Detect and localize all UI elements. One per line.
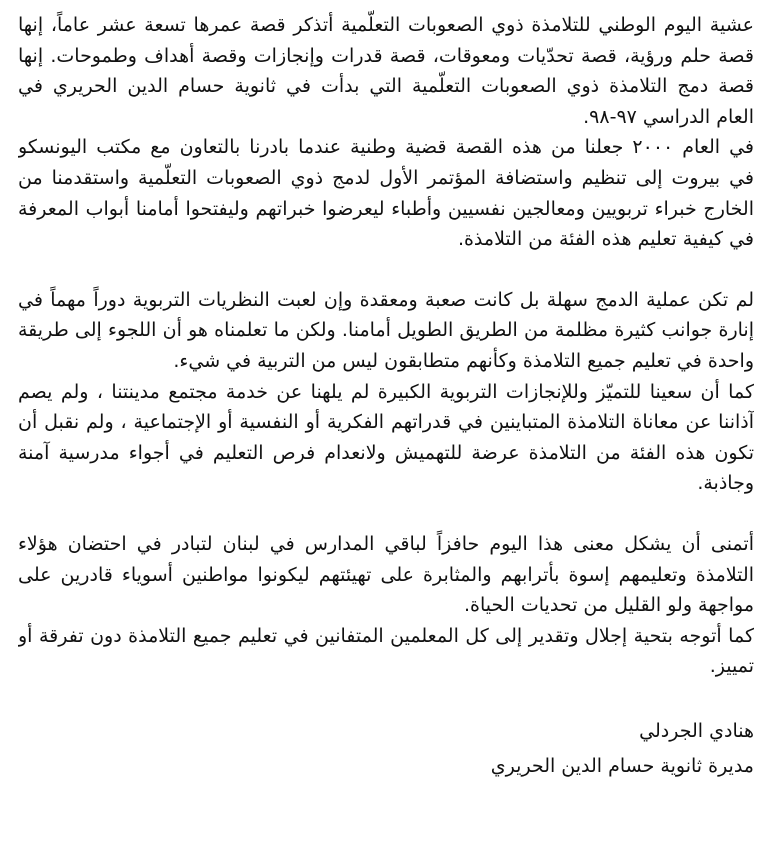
paragraph-1-line-2: قصة حلم ورؤية، قصة تحدّيات ومعوقات، قصة قدرات وإنجازات وقصة أهداف وطموحات. إنها <box>18 44 754 67</box>
paragraph-2-line-3: الخارج خبراء تربويين ومعالجين نفسيين وأطباء ليعرضوا خبراتهم وليفتحوا أمامنا أبواب المعرفة <box>18 197 754 220</box>
paragraph-4-line-5: تمييز. <box>709 655 754 678</box>
signature-name: هنادي الجردلي <box>639 719 754 742</box>
paragraph-3-line-6: تكون هذه الفئة من التلامذة عرضة للتهميش ولانعدام فرص التعليم في أجواء مدرسية آمنة <box>18 441 754 464</box>
paragraph-spacer <box>18 499 754 529</box>
paragraph-1-line-1: عشية اليوم الوطني للتلامذة ذوي الصعوبات التعلّمية أتذكر قصة عمرها تسعة عشر عاماً، إنها <box>18 14 754 36</box>
paragraph-4-line-2: التلامذة وتعليمهم إسوة بأترابهم والمثابرة على تهيئتهم ليكونوا مواطنين أسوياء قادرين على <box>18 563 754 586</box>
paragraph-2 <box>18 132 754 254</box>
paragraph-3-line-4: كما أن سعينا للتميّز وللإنجازات التربوية الكبيرة لم يلهنا عن خدمة مجتمع مدينتنا ، ولم يصم <box>18 380 754 403</box>
paragraph-1-line-3: قصة دمج التلامذة ذوي الصعوبات التعلّمية التي بدأت في ثانوية حسام الدين الحريري في <box>18 75 754 98</box>
paragraph-1-line-4: العام الدراسي ٩٧-٩٨. <box>583 105 754 128</box>
paragraph-3-line-3: واحدة في تعليم جميع التلامذة وكأنهم متطابقون ليس من التربية في شيء. <box>173 349 754 372</box>
paragraph-4-line-1: أتمنى أن يشكل معنى هذا اليوم حافزاً لباقي المدارس في لبنان لتبادر في احتضان هؤلاء <box>18 532 754 555</box>
paragraph-1 <box>18 10 754 132</box>
signature-title: مديرة ثانوية حسام الدين الحريري <box>490 754 754 777</box>
paragraph-4-line-3: مواجهة ولو القليل من تحديات الحياة. <box>463 594 754 617</box>
paragraph-3-line-7: وجاذبة. <box>697 472 754 495</box>
paragraph-3-line-1: لم تكن عملية الدمج سهلة بل كانت صعبة ومعقدة وإن لعبت النظريات التربوية دوراً مهماً في <box>18 288 754 311</box>
paragraph-2-line-4: في كيفية تعليم هذه الفئة من التلامذة. <box>457 228 754 251</box>
paragraph-spacer <box>18 255 754 285</box>
paragraph-3 <box>18 285 754 499</box>
paragraph-3-line-2: إنارة جوانب كثيرة مظلمة من الطريق الطويل أمامنا. ولكن ما تعلمناه هو أن اللجوء إلى طريقة <box>18 319 754 342</box>
paragraph-2-line-1: في العام ٢٠٠٠ جعلنا من هذه القصة قضية وطنية عندما بادرنا بالتعاون مع مكتب اليونسكو <box>18 136 754 159</box>
paragraph-4-line-4: كما أتوجه بتحية إجلال وتقدير إلى كل المعلمين المتفانين في تعليم جميع التلامذة دون تفرقة أو <box>18 624 754 647</box>
paragraph-4 <box>18 529 754 682</box>
signature-block <box>18 714 754 784</box>
paragraph-2-line-2: في بيروت إلى تنظيم واستضافة المؤتمر الأول لدمج ذوي الصعوبات التعلّمية واستقدمنا من <box>18 166 754 189</box>
paragraph-3-line-5: آذاننا عن معاناة التلامذة المتباينين في قدراتهم الفكرية أو النفسية أو الإجتماعية ، ولم نقبل أن <box>18 411 754 434</box>
